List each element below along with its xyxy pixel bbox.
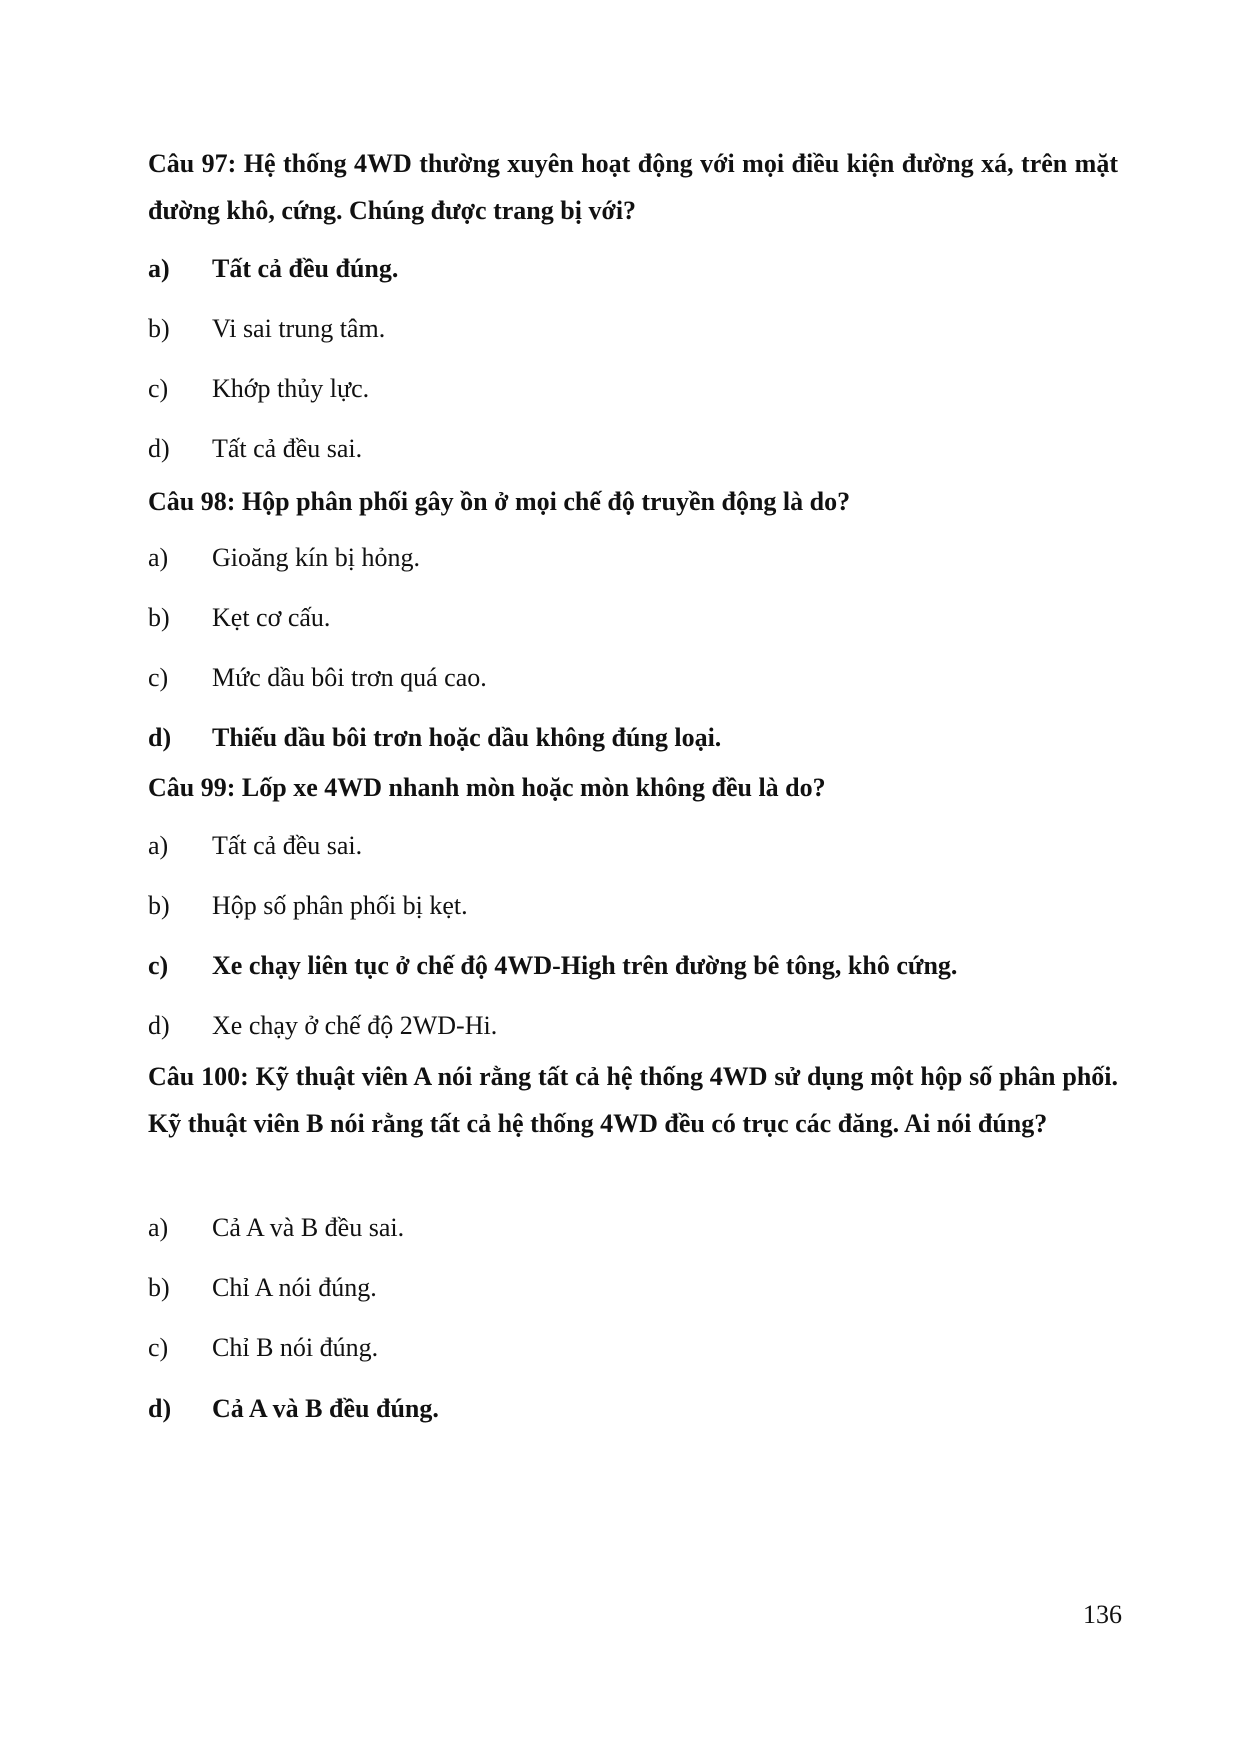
option-98-b bbox=[148, 602, 1118, 634]
option-letter: b) bbox=[148, 314, 170, 343]
question-body: Hộp phân phối gây ồn ở mọi chế độ truyền động là do? bbox=[241, 487, 851, 516]
option-text: Xe chạy liên tục ở chế độ 4WD-High trên đường bê tông, khô cứng. bbox=[212, 951, 958, 980]
question-body: Lốp xe 4WD nhanh mòn hoặc mòn không đều là do? bbox=[241, 773, 826, 802]
option-letter: a) bbox=[148, 831, 169, 860]
option-letter: b) bbox=[148, 603, 170, 632]
question-100 bbox=[148, 1053, 1118, 1147]
option-text: Chỉ B nói đúng. bbox=[212, 1333, 379, 1362]
question-text bbox=[148, 478, 1118, 525]
option-97-c bbox=[148, 373, 1118, 405]
question-prefix: Câu 98: bbox=[148, 487, 236, 516]
option-100-a bbox=[148, 1212, 1118, 1244]
question-99 bbox=[148, 764, 1118, 811]
option-99-a bbox=[148, 830, 1118, 862]
option-text: Hộp số phân phối bị kẹt. bbox=[212, 891, 468, 920]
option-letter: a) bbox=[148, 543, 169, 572]
option-text: Mức dầu bôi trơn quá cao. bbox=[212, 663, 487, 692]
option-letter: b) bbox=[148, 1273, 170, 1302]
option-97-b bbox=[148, 313, 1118, 345]
option-letter: d) bbox=[148, 434, 170, 463]
question-prefix: Câu 97: bbox=[148, 149, 237, 178]
option-98-c bbox=[148, 662, 1118, 694]
option-letter: a) bbox=[148, 254, 170, 283]
option-99-d bbox=[148, 1010, 1118, 1042]
option-text: Tất cả đều đúng. bbox=[212, 254, 399, 283]
option-letter: d) bbox=[148, 1394, 172, 1423]
option-98-a bbox=[148, 542, 1118, 574]
option-letter: c) bbox=[148, 374, 169, 403]
question-prefix: Câu 99: bbox=[148, 773, 236, 802]
option-text: Khớp thủy lực. bbox=[212, 374, 370, 403]
question-text bbox=[148, 140, 1118, 234]
question-prefix: Câu 100: bbox=[148, 1062, 249, 1091]
option-100-c bbox=[148, 1332, 1118, 1364]
option-text: Cả A và B đều đúng. bbox=[212, 1394, 439, 1423]
option-99-c bbox=[148, 950, 1118, 982]
option-98-d bbox=[148, 722, 1118, 754]
option-100-d bbox=[148, 1393, 1118, 1425]
option-99-b bbox=[148, 890, 1118, 922]
option-text: Tất cả đều sai. bbox=[212, 434, 363, 463]
option-text: Gioăng kín bị hỏng. bbox=[212, 543, 420, 572]
question-text bbox=[148, 1053, 1118, 1147]
option-text: Tất cả đều sai. bbox=[212, 831, 363, 860]
option-97-d bbox=[148, 433, 1118, 465]
option-text: Xe chạy ở chế độ 2WD-Hi. bbox=[212, 1011, 498, 1040]
option-letter: b) bbox=[148, 891, 170, 920]
option-letter: d) bbox=[148, 1011, 170, 1040]
option-letter: d) bbox=[148, 723, 172, 752]
question-98 bbox=[148, 478, 1118, 525]
option-text: Vi sai trung tâm. bbox=[212, 314, 386, 343]
question-body: Kỹ thuật viên A nói rằng tất cả hệ thống 4WD sử dụng một hộp số phân phối. Kỹ thuật viên B nói rằng tất cả hệ thống 4WD đều có trục các đăng. Ai nói đúng? bbox=[148, 1062, 1119, 1138]
option-text: Chỉ A nói đúng. bbox=[212, 1273, 377, 1302]
page-number: 136 bbox=[1083, 1600, 1122, 1629]
option-letter: a) bbox=[148, 1213, 169, 1242]
option-text: Kẹt cơ cấu. bbox=[212, 603, 331, 632]
question-97 bbox=[148, 140, 1118, 234]
option-97-a bbox=[148, 253, 1118, 285]
option-letter: c) bbox=[148, 951, 169, 980]
question-text bbox=[148, 764, 1118, 811]
option-text: Thiếu dầu bôi trơn hoặc dầu không đúng loại. bbox=[212, 723, 722, 752]
option-text: Cả A và B đều sai. bbox=[212, 1213, 405, 1242]
option-100-b bbox=[148, 1272, 1118, 1304]
question-body: Hệ thống 4WD thường xuyên hoạt động với mọi điều kiện đường xá, trên mặt đường khô, cứng. Chúng được trang bị với? bbox=[148, 149, 1118, 225]
option-letter: c) bbox=[148, 1333, 169, 1362]
option-letter: c) bbox=[148, 663, 169, 692]
